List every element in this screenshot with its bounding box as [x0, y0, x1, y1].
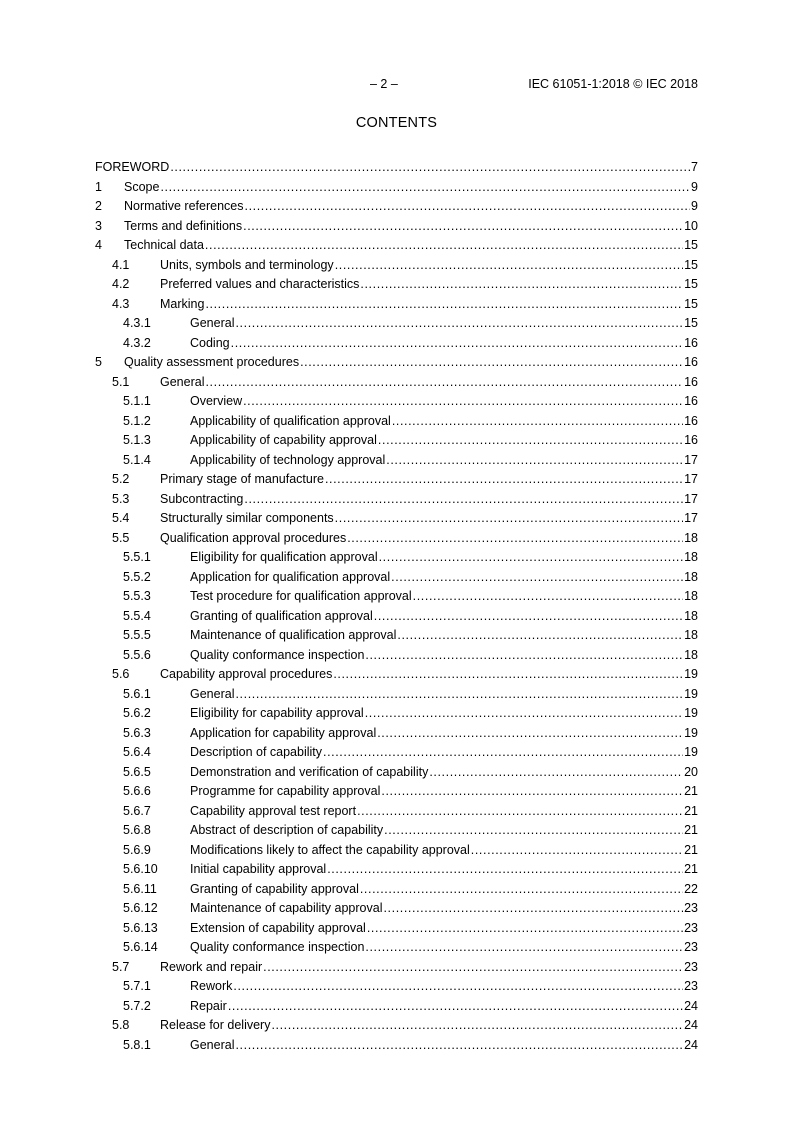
- toc-entry-number: 5.5.6: [123, 647, 151, 662]
- toc-entry-page: 7: [691, 160, 698, 174]
- toc-dot-leader: [379, 548, 683, 568]
- toc-entry-title: Normative references: [124, 199, 244, 213]
- toc-entry-page: 23: [684, 979, 698, 993]
- toc-entry-title: Eligibility for capability approval: [190, 706, 364, 720]
- toc-dot-leader: [235, 314, 683, 334]
- toc-entry-number: 5.8: [112, 1018, 130, 1032]
- toc-entry[interactable]: [95, 763, 698, 783]
- toc-entry-page: 18: [684, 530, 698, 545]
- toc-entry-title: Granting of qualification approval: [190, 608, 373, 623]
- toc-entry-page: 18: [684, 569, 698, 584]
- toc-dot-leader: [235, 1036, 683, 1056]
- toc-entry[interactable]: [95, 548, 698, 568]
- toc-entry-title: Granting of capability approval: [190, 881, 359, 896]
- toc-entry-title: Quality assessment procedures: [124, 355, 300, 369]
- toc-entry[interactable]: [95, 899, 698, 919]
- toc-entry-page: 17: [684, 491, 698, 506]
- toc-entry-number: 5.5.4: [123, 608, 151, 623]
- toc-dot-leader: [347, 529, 683, 549]
- toc-entry-number: 5.7.2: [123, 998, 151, 1013]
- toc-dot-leader: [413, 587, 683, 607]
- toc-entry[interactable]: [95, 217, 698, 237]
- toc-entry[interactable]: [95, 665, 698, 685]
- contents-title: CONTENTS: [355, 115, 438, 131]
- toc-entry-number: 5.4: [112, 511, 130, 525]
- toc-entry-page: 19: [684, 725, 698, 740]
- toc-entry-number: 5.8.1: [123, 1037, 151, 1052]
- toc-entry-number: 5.6.12: [123, 901, 158, 915]
- toc-dot-leader: [335, 509, 683, 529]
- toc-dot-leader: [365, 704, 683, 724]
- toc-dot-leader: [271, 1016, 683, 1036]
- toc-entry[interactable]: [95, 412, 698, 432]
- toc-entry-number: 5.6.10: [123, 862, 158, 876]
- toc-entry-page: 17: [684, 452, 698, 467]
- toc-entry-title: Technical data: [124, 238, 204, 252]
- table-of-contents: [95, 158, 698, 1055]
- toc-dot-leader: [228, 997, 683, 1017]
- toc-entry-number: 1: [95, 179, 102, 194]
- toc-entry-number: 5.1.3: [123, 433, 151, 447]
- toc-entry-title: Test procedure for qualification approval: [190, 589, 412, 603]
- toc-entry[interactable]: [95, 938, 698, 958]
- toc-entry-title: General: [190, 686, 235, 701]
- toc-entry-number: 5.1.2: [123, 413, 151, 428]
- toc-entry-number: 5.1: [112, 374, 130, 389]
- toc-entry-title: Terms and definitions: [124, 218, 243, 233]
- toc-entry-title: Marking: [160, 296, 205, 311]
- toc-entry-number: 4.3: [112, 296, 130, 311]
- toc-entry[interactable]: [95, 841, 698, 861]
- toc-dot-leader: [205, 373, 683, 393]
- toc-dot-leader: [429, 763, 683, 783]
- toc-entry-page: 15: [684, 296, 698, 311]
- toc-entry-page: 23: [684, 901, 698, 915]
- toc-entry-page: 16: [684, 355, 698, 369]
- toc-entry-number: 5.6.11: [123, 881, 157, 896]
- toc-entry-page: 9: [691, 199, 698, 213]
- toc-dot-leader: [325, 470, 683, 490]
- toc-dot-leader: [243, 217, 683, 237]
- toc-entry-page: 22: [684, 881, 698, 896]
- toc-entry-title: Quality conformance inspection: [190, 647, 365, 662]
- toc-entry[interactable]: [95, 587, 698, 607]
- toc-entry-title: Repair: [190, 998, 227, 1013]
- toc-entry-page: 24: [684, 1037, 698, 1052]
- toc-dot-leader: [392, 412, 683, 432]
- toc-entry-title: Abstract of description of capability: [190, 823, 384, 837]
- toc-entry-number: 5.6: [112, 667, 130, 681]
- toc-entry-number: 5.6.8: [123, 823, 151, 837]
- toc-entry-title: Maintenance of qualification approval: [190, 628, 397, 642]
- toc-entry[interactable]: [95, 275, 698, 295]
- toc-entry[interactable]: [95, 607, 698, 627]
- toc-entry-number: 2: [95, 199, 102, 213]
- toc-entry[interactable]: [95, 178, 698, 198]
- toc-entry-title: Extension of capability approval: [190, 920, 366, 935]
- toc-entry-page: 21: [684, 842, 698, 857]
- toc-entry-title: General: [160, 374, 205, 389]
- toc-entry[interactable]: [95, 743, 698, 763]
- toc-entry-number: 5.6.2: [123, 706, 151, 720]
- toc-entry-title: Primary stage of manufacture: [160, 472, 324, 486]
- toc-entry[interactable]: [95, 334, 698, 354]
- toc-entry[interactable]: [95, 392, 698, 412]
- toc-entry-page: 19: [684, 706, 698, 720]
- toc-entry[interactable]: [95, 470, 698, 490]
- toc-entry[interactable]: [95, 158, 698, 178]
- toc-entry-page: 15: [684, 316, 698, 330]
- toc-entry-page: 19: [684, 745, 698, 759]
- toc-entry[interactable]: [95, 451, 698, 471]
- toc-dot-leader: [378, 431, 683, 451]
- toc-entry[interactable]: [95, 724, 698, 744]
- toc-entry-page: 18: [684, 608, 698, 623]
- toc-dot-leader: [327, 860, 683, 880]
- toc-entry-number: 5.5.3: [123, 589, 151, 603]
- toc-entry-number: 4.3.1: [123, 316, 151, 330]
- toc-entry-number: 5.6.1: [123, 686, 151, 701]
- toc-entry[interactable]: [95, 880, 698, 900]
- toc-entry-page: 16: [684, 413, 698, 428]
- toc-entry-page: 16: [684, 394, 698, 408]
- toc-dot-leader: [357, 802, 683, 822]
- toc-entry[interactable]: [95, 529, 698, 549]
- toc-entry-number: 5.5.5: [123, 628, 151, 642]
- toc-entry-number: 4.1: [112, 257, 130, 272]
- toc-entry[interactable]: [95, 236, 698, 256]
- toc-dot-leader: [300, 353, 683, 373]
- toc-entry-title: Qualification approval procedures: [160, 530, 347, 545]
- toc-dot-leader: [233, 977, 683, 997]
- toc-dot-leader: [377, 724, 683, 744]
- toc-entry-page: 24: [684, 998, 698, 1013]
- toc-dot-leader: [235, 685, 683, 705]
- toc-entry-title: Overview: [190, 394, 243, 408]
- toc-entry-page: 10: [684, 218, 698, 233]
- toc-entry-number: 5.7: [112, 959, 130, 974]
- toc-entry-page: 21: [684, 803, 698, 818]
- toc-entry[interactable]: [95, 704, 698, 724]
- toc-entry-title: Coding: [190, 335, 230, 350]
- toc-dot-leader: [333, 665, 683, 685]
- toc-entry-page: 18: [684, 589, 698, 603]
- toc-entry-number: 5.6.7: [123, 803, 151, 818]
- toc-entry-page: 9: [691, 179, 698, 194]
- toc-entry[interactable]: [95, 1016, 698, 1036]
- toc-entry[interactable]: [95, 821, 698, 841]
- toc-entry-page: 19: [684, 667, 698, 681]
- toc-entry-title: Maintenance of capability approval: [190, 901, 383, 915]
- toc-entry[interactable]: [95, 197, 698, 217]
- toc-entry[interactable]: [95, 431, 698, 451]
- toc-entry-title: Scope: [124, 179, 160, 194]
- toc-dot-leader: [323, 743, 683, 763]
- toc-dot-leader: [205, 236, 683, 256]
- toc-entry-page: 18: [684, 628, 698, 642]
- toc-entry-title: General: [190, 1037, 235, 1052]
- toc-entry-number: 5.6.3: [123, 725, 151, 740]
- toc-dot-leader: [245, 197, 691, 217]
- toc-entry-number: 5.1.1: [123, 394, 151, 408]
- toc-entry-number: 4.3.2: [123, 335, 151, 350]
- toc-entry-title: Rework: [190, 979, 233, 993]
- toc-entry-number: 5.1.4: [123, 452, 151, 467]
- toc-dot-leader: [384, 821, 683, 841]
- toc-entry-number: 5: [95, 355, 102, 369]
- toc-entry-number: 5.3: [112, 491, 130, 506]
- toc-entry-page: 16: [684, 335, 698, 350]
- toc-entry-page: 16: [684, 433, 698, 447]
- toc-entry-number: 5.6.5: [123, 764, 151, 779]
- toc-dot-leader: [391, 568, 683, 588]
- toc-entry-title: General: [190, 316, 235, 330]
- toc-dot-leader: [360, 880, 683, 900]
- toc-entry-page: 18: [684, 647, 698, 662]
- toc-entry-number: 4.2: [112, 277, 130, 291]
- toc-dot-leader: [360, 275, 683, 295]
- toc-entry[interactable]: [95, 782, 698, 802]
- toc-dot-leader: [397, 626, 683, 646]
- toc-entry[interactable]: [95, 997, 698, 1017]
- toc-entry-page: 23: [684, 920, 698, 935]
- toc-entry-number: 5.5.1: [123, 550, 151, 564]
- toc-entry[interactable]: [95, 919, 698, 939]
- toc-dot-leader: [367, 919, 683, 939]
- toc-dot-leader: [170, 158, 690, 178]
- toc-entry-number: 5.7.1: [123, 979, 151, 993]
- toc-entry[interactable]: [95, 958, 698, 978]
- toc-entry-number: 5.6.9: [123, 842, 151, 857]
- toc-entry-page: 23: [684, 940, 698, 954]
- toc-entry-number: 5.5: [112, 530, 130, 545]
- toc-entry-title: Modifications likely to affect the capability approval: [190, 842, 470, 857]
- toc-dot-leader: [160, 178, 690, 198]
- page-header: [95, 76, 698, 92]
- toc-entry[interactable]: [95, 802, 698, 822]
- toc-entry[interactable]: [95, 373, 698, 393]
- toc-entry-page: 20: [684, 764, 698, 779]
- toc-entry[interactable]: [95, 646, 698, 666]
- toc-entry[interactable]: [95, 977, 698, 997]
- toc-dot-leader: [374, 607, 683, 627]
- toc-entry-page: 17: [684, 472, 698, 486]
- toc-entry-number: 5.6.4: [123, 745, 151, 759]
- toc-entry[interactable]: [95, 314, 698, 334]
- toc-entry-title: Subcontracting: [160, 491, 244, 506]
- toc-dot-leader: [335, 256, 683, 276]
- toc-entry-title: Applicability of qualification approval: [190, 413, 391, 428]
- toc-entry-title: Eligibility for qualification approval: [190, 550, 378, 564]
- toc-entry-page: 24: [684, 1018, 698, 1032]
- toc-entry-page: 16: [684, 374, 698, 389]
- toc-entry-title: Rework and repair: [160, 959, 263, 974]
- toc-entry-title: Capability approval test report: [190, 803, 357, 818]
- toc-entry-title: Units, symbols and terminology: [160, 257, 334, 272]
- toc-dot-leader: [243, 392, 683, 412]
- toc-entry-number: 5.6.6: [123, 784, 151, 798]
- toc-entry-title: Description of capability: [190, 745, 323, 759]
- toc-dot-leader: [263, 958, 683, 978]
- toc-entry[interactable]: [95, 568, 698, 588]
- toc-entry[interactable]: [95, 626, 698, 646]
- toc-entry[interactable]: [95, 860, 698, 880]
- toc-entry-title: FOREWORD: [95, 160, 170, 174]
- toc-entry-title: Demonstration and verification of capability: [190, 764, 429, 779]
- toc-entry-title: Applicability of technology approval: [190, 452, 386, 467]
- toc-dot-leader: [471, 841, 683, 861]
- toc-entry-page: 19: [684, 686, 698, 701]
- toc-entry-number: 5.6.13: [123, 920, 158, 935]
- toc-entry[interactable]: [95, 295, 698, 315]
- toc-entry-title: Preferred values and characteristics: [160, 277, 360, 291]
- toc-entry[interactable]: [95, 256, 698, 276]
- toc-entry-number: 4: [95, 238, 102, 252]
- toc-entry-page: 15: [684, 257, 698, 272]
- toc-entry-title: Initial capability approval: [190, 862, 327, 876]
- toc-entry-title: Release for delivery: [160, 1018, 271, 1032]
- toc-entry-title: Applicability of capability approval: [190, 433, 377, 447]
- toc-entry[interactable]: [95, 509, 698, 529]
- toc-dot-leader: [386, 451, 683, 471]
- toc-entry-page: 18: [684, 550, 698, 564]
- toc-dot-leader: [365, 646, 683, 666]
- toc-dot-leader: [365, 938, 683, 958]
- toc-dot-leader: [381, 782, 683, 802]
- toc-entry[interactable]: [95, 1036, 698, 1056]
- toc-entry-page: 21: [684, 784, 698, 798]
- toc-entry-title: Application for qualification approval: [190, 569, 391, 584]
- toc-entry[interactable]: [95, 353, 698, 373]
- toc-entry-title: Capability approval procedures: [160, 667, 333, 681]
- toc-entry-title: Quality conformance inspection: [190, 940, 365, 954]
- document-reference: IEC 61051-1:2018 © IEC 2018: [528, 77, 698, 91]
- page-number: – 2 –: [370, 77, 398, 91]
- toc-entry-page: 21: [684, 862, 698, 876]
- toc-entry-title: Application for capability approval: [190, 725, 377, 740]
- toc-entry-page: 17: [684, 511, 698, 525]
- toc-dot-leader: [205, 295, 683, 315]
- toc-entry-page: 21: [684, 823, 698, 837]
- toc-entry-number: 5.5.2: [123, 569, 151, 584]
- toc-entry-page: 23: [684, 959, 698, 974]
- toc-entry[interactable]: [95, 490, 698, 510]
- toc-entry-page: 15: [684, 238, 698, 252]
- toc-entry-number: 5.2: [112, 472, 130, 486]
- toc-entry-title: Programme for capability approval: [190, 784, 381, 798]
- toc-entry[interactable]: [95, 685, 698, 705]
- toc-dot-leader: [231, 334, 683, 354]
- toc-dot-leader: [383, 899, 683, 919]
- toc-entry-title: Structurally similar components: [160, 511, 334, 525]
- toc-entry-page: 15: [684, 277, 698, 291]
- toc-entry-number: 3: [95, 218, 102, 233]
- toc-entry-number: 5.6.14: [123, 940, 158, 954]
- toc-dot-leader: [244, 490, 683, 510]
